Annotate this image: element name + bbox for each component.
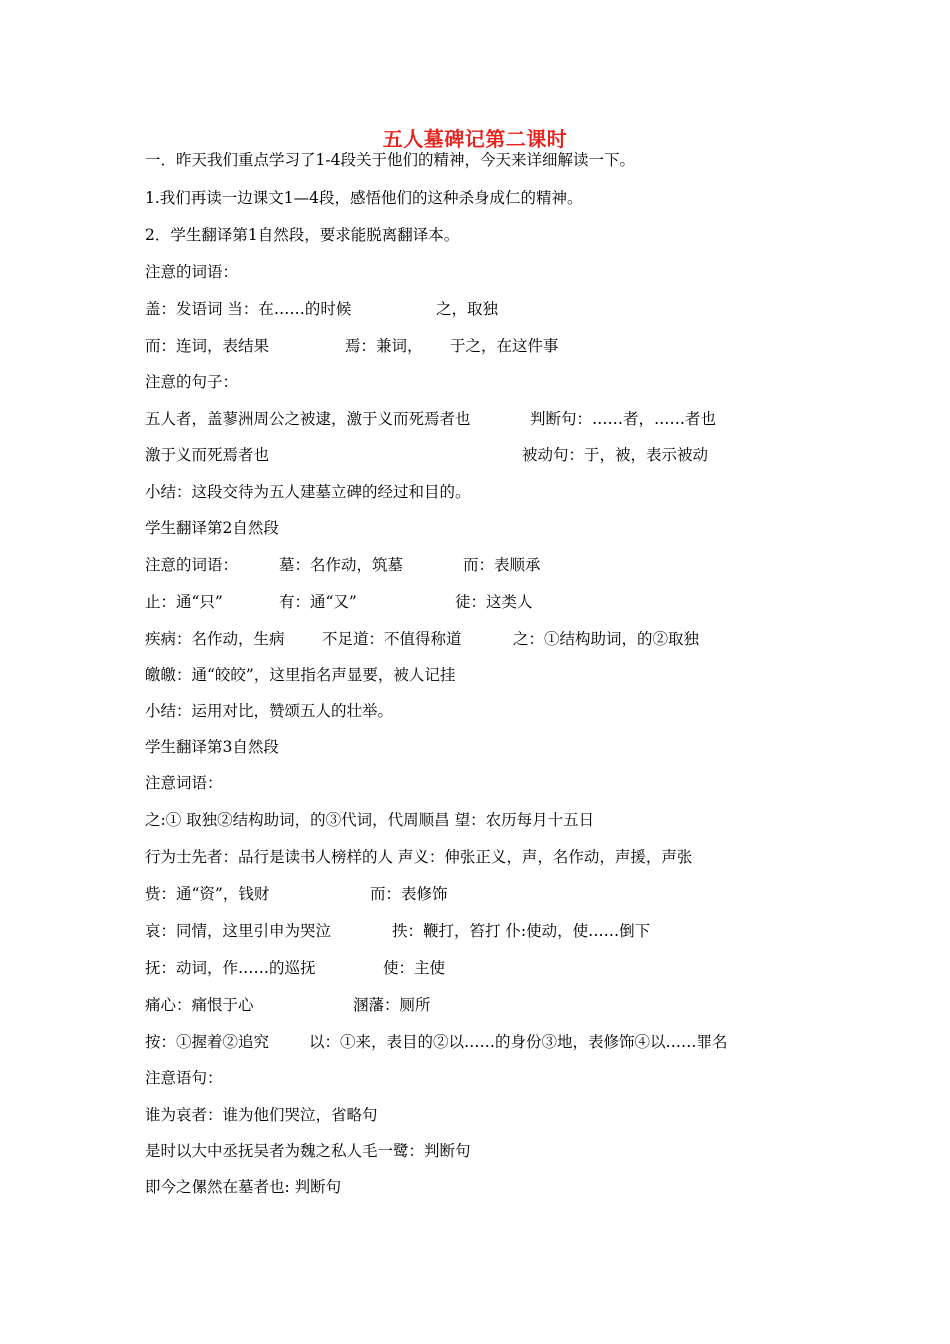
line-segment: 不足道：不值得称道 bbox=[322, 630, 462, 648]
text-line: 谁为哀者：谁为他们哭泣，省略句 bbox=[145, 1106, 378, 1124]
line-segment: 哀：同情，这里引申为哭泣 bbox=[145, 922, 332, 940]
line-segment: 有：通“又” bbox=[279, 593, 357, 611]
line-segment: 徒：这类人 bbox=[455, 593, 533, 611]
text-line: 是时以大中丞抚吴者为魏之私人毛一鹭：判断句 bbox=[145, 1142, 471, 1160]
line-segment: 而：表顺承 bbox=[463, 556, 541, 574]
line-segment: 于之，在这件事 bbox=[450, 337, 559, 355]
line-segment: 之，取独 bbox=[436, 300, 499, 318]
line-segment: 止：通“只” bbox=[145, 593, 223, 611]
line-segment: 疾病：名作动，生病 bbox=[145, 630, 285, 648]
text-line: 注意的句子： bbox=[145, 373, 239, 391]
text-line: 之:① 取独②结构助词，的③代词，代周顺昌 望：农历每月十五日 bbox=[145, 811, 595, 829]
line-segment: 激于义而死焉者也 bbox=[145, 446, 270, 464]
text-line: 学生翻译第3自然段 bbox=[145, 738, 279, 756]
line-segment: 抶：鞭打，笞打 仆:使动，使……倒下 bbox=[392, 922, 651, 940]
text-line: 即今之傫然在墓者也: 判断句 bbox=[145, 1178, 342, 1196]
text-line: 一．昨天我们重点学习了1-4段关于他们的精神，今天来详细解读一下。 bbox=[145, 151, 635, 169]
text-line: 注意词语： bbox=[145, 774, 223, 792]
line-segment: 判断句：……者，……者也 bbox=[530, 410, 717, 428]
line-segment: 赀：通“资”，钱财 bbox=[145, 885, 270, 903]
line-segment: 以：①来，表目的②以……的身份③地，表修饰④以……罪名 bbox=[309, 1033, 728, 1051]
line-segment: 之：①结构助词，的②取独 bbox=[513, 630, 700, 648]
line-segment: 被动句：于，被，表示被动 bbox=[522, 446, 709, 464]
line-segment: 痛心：痛恨于心 bbox=[145, 996, 254, 1014]
text-line: 皦皦：通“皎皎”，这里指名声显要，被人记挂 bbox=[145, 666, 456, 684]
text-line: 注意的词语： bbox=[145, 263, 239, 281]
text-line: 注意语句： bbox=[145, 1069, 223, 1087]
line-segment: 墓：名作动，筑墓 bbox=[279, 556, 404, 574]
line-segment: 注意的词语： bbox=[145, 556, 239, 574]
line-segment: 焉：兼词， bbox=[345, 337, 423, 355]
document-title: 五人墓碑记第二课时 bbox=[382, 127, 568, 151]
line-segment: 盖：发语词 当：在……的时候 bbox=[145, 300, 352, 318]
text-line: 小结：运用对比，赞颂五人的壮举。 bbox=[145, 702, 394, 720]
line-segment: 而：连词，表结果 bbox=[145, 337, 270, 355]
line-segment: 而：表修饰 bbox=[370, 885, 448, 903]
line-segment: 按：①握着②追究 bbox=[145, 1033, 270, 1051]
text-line: 2．学生翻译第1自然段，要求能脱离翻译本。 bbox=[145, 226, 460, 244]
line-segment: 抚：动词，作……的巡抚 bbox=[145, 959, 316, 977]
text-line: 学生翻译第2自然段 bbox=[145, 519, 279, 537]
line-segment: 使：主使 bbox=[383, 959, 446, 977]
text-line: 行为士先者：品行是读书人榜样的人 声义：伸张正义，声，名作动，声援，声张 bbox=[145, 848, 693, 866]
text-line: 1.我们再读一边课文1—4段，感悟他们的这种杀身成仁的精神。 bbox=[145, 189, 583, 207]
text-line: 小结：这段交待为五人建墓立碑的经过和目的。 bbox=[145, 483, 471, 501]
line-segment: 五人者，盖蓼洲周公之被逮，激于义而死焉者也 bbox=[145, 410, 471, 428]
line-segment: 溷藩：厕所 bbox=[353, 996, 431, 1014]
